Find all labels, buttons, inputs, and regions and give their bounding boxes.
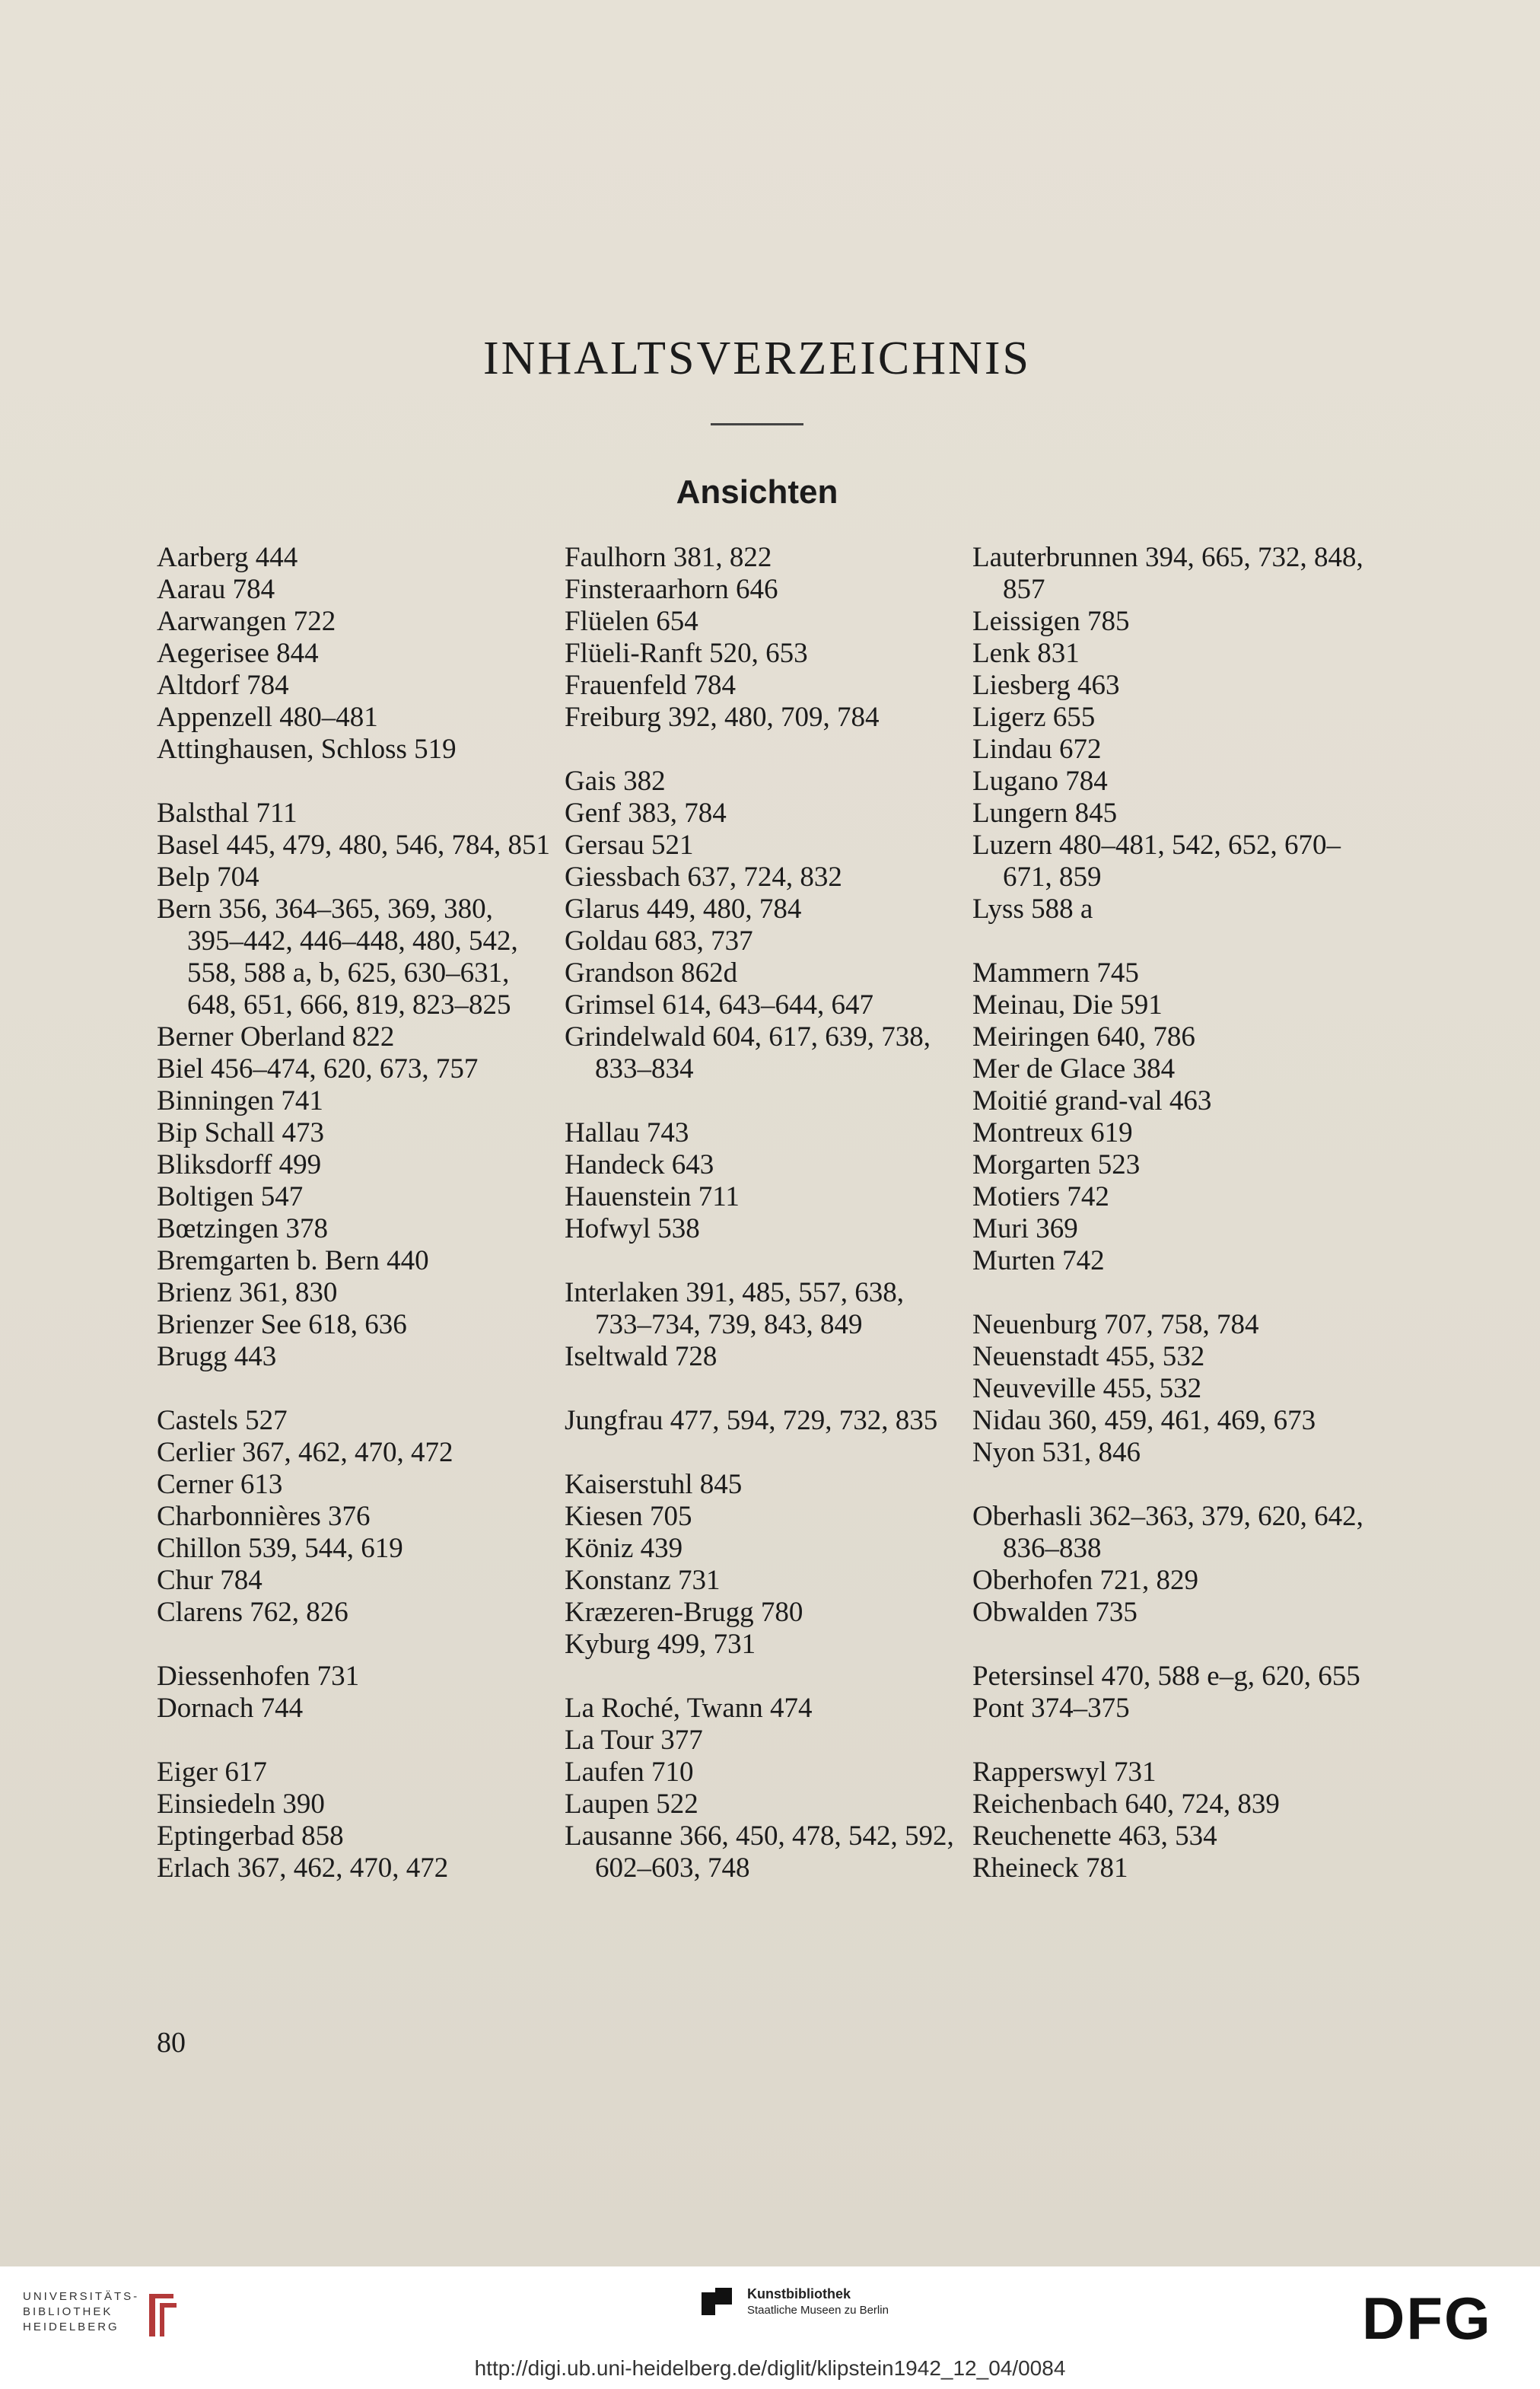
index-column-3	[972, 542, 1368, 1884]
index-entry: Attinghausen, Schloss 519	[157, 734, 457, 765]
index-entry: Genf 383, 784	[565, 798, 727, 829]
index-column-1	[157, 542, 552, 1884]
index-entry: Lungern 845	[972, 798, 1118, 829]
index-entry: Clarens 762, 826	[157, 1597, 348, 1628]
index-entry: Grimsel 614, 643–644, 647	[565, 989, 873, 1021]
page-number: 80	[157, 2027, 186, 2059]
index-entry: Muri 369	[972, 1213, 1078, 1244]
index-entry: Lenk 831	[972, 638, 1080, 669]
index-entry: Altdorf 784	[157, 670, 289, 701]
index-entry: Cerlier 367, 462, 470, 472	[157, 1437, 453, 1468]
index-entry: Iseltwald 728	[565, 1341, 718, 1372]
section-heading: Ansichten	[676, 473, 838, 511]
index-entry: Grandson 862d	[565, 957, 738, 989]
index-entry: Murten 742	[972, 1245, 1105, 1276]
university-line: BIBLIOTHEK	[23, 2305, 113, 2318]
index-entry: Erlach 367, 462, 470, 472	[157, 1852, 449, 1884]
index-entry: Mammern 745	[972, 957, 1139, 989]
index-entry: Meinau, Die 591	[972, 989, 1163, 1021]
index-entry: Lyss 588 a	[972, 893, 1093, 925]
index-entry: Hofwyl 538	[565, 1213, 700, 1244]
index-entry: Goldau 683, 737	[565, 925, 753, 957]
index-entry: Glarus 449, 480, 784	[565, 893, 802, 925]
index-entry: Balsthal 711	[157, 798, 298, 829]
index-entry: Lindau 672	[972, 734, 1102, 765]
title-rule	[711, 423, 803, 425]
index-entry: Laupen 522	[565, 1789, 698, 1820]
index-entry: Gais 382	[565, 766, 666, 797]
index-entry: Meiringen 640, 786	[972, 1021, 1195, 1053]
index-entry: Belp 704	[157, 862, 259, 893]
index-entry: Kiesen 705	[565, 1501, 692, 1532]
group-gap	[972, 1277, 1368, 1309]
group-gap	[565, 1245, 960, 1277]
index-entry: Bremgarten b. Bern 440	[157, 1245, 429, 1276]
index-entry: Rapperswyl 731	[972, 1757, 1157, 1788]
index-entry: Finsteraarhorn 646	[565, 574, 778, 605]
index-entry: Basel 445, 479, 480, 546, 784, 851	[157, 830, 550, 861]
index-entry: Bern 356, 364–365, 369, 380, 395–442, 446–448, 480, 542, 558, 588 a, b, 625, 630–631, 648, 651, 666, 819, 823–825	[157, 893, 518, 1021]
index-entry: Morgarten 523	[972, 1149, 1141, 1180]
index-entry: Binningen 741	[157, 1085, 323, 1116]
index-entry: Aarberg 444	[157, 542, 298, 573]
index-entry: Gersau 521	[565, 830, 694, 861]
index-entry: Moitié grand-val 463	[972, 1085, 1212, 1116]
index-entry: Charbonnières 376	[157, 1501, 371, 1532]
kunstbibliothek-logo-icon	[698, 2285, 735, 2321]
index-entry: Neuenburg 707, 758, 784	[972, 1309, 1259, 1340]
group-gap	[972, 1629, 1368, 1661]
group-gap	[972, 1725, 1368, 1757]
index-entry: Brugg 443	[157, 1341, 277, 1372]
university-library-branding	[23, 2289, 236, 2335]
group-gap	[157, 1373, 552, 1405]
university-line: UNIVERSITÄTS-	[23, 2290, 140, 2303]
index-entry: Ligerz 655	[972, 702, 1096, 733]
group-gap	[565, 1085, 960, 1117]
group-gap	[565, 734, 960, 766]
index-entry: Bip Schall 473	[157, 1117, 324, 1148]
index-entry: Biel 456–474, 620, 673, 757	[157, 1053, 479, 1085]
index-entry: La Roché, Twann 474	[565, 1693, 813, 1724]
index-entry: Cerner 613	[157, 1469, 283, 1500]
index-entry: Leissigen 785	[972, 606, 1130, 637]
index-entry: Dornach 744	[157, 1693, 304, 1724]
index-entry: Hallau 743	[565, 1117, 689, 1148]
group-gap	[565, 1437, 960, 1469]
index-entry: Eiger 617	[157, 1757, 267, 1788]
university-logo-icon	[138, 2288, 184, 2343]
index-entry: Nidau 360, 459, 461, 469, 673	[972, 1405, 1316, 1436]
group-gap	[972, 1469, 1368, 1501]
index-entry: Berner Oberland 822	[157, 1021, 395, 1053]
group-gap	[157, 1725, 552, 1757]
kunstbibliothek-name: Kunstbibliothek	[747, 2286, 851, 2301]
index-entry: Lausanne 366, 450, 478, 542, 592, 602–603, 748	[565, 1820, 954, 1884]
index-entry: Frauenfeld 784	[565, 670, 737, 701]
index-entry: Petersinsel 470, 588 e–g, 620, 655	[972, 1661, 1360, 1692]
kunstbibliothek-subtitle: Staatliche Museen zu Berlin	[747, 2304, 889, 2317]
group-gap	[565, 1661, 960, 1693]
kunstbibliothek-branding	[747, 2285, 889, 2318]
index-entry: Laufen 710	[565, 1757, 694, 1788]
dfg-logo: DFG	[1362, 2285, 1492, 2352]
index-entry: Kræzeren-Brugg 780	[565, 1597, 803, 1628]
index-entry: Giessbach 637, 724, 832	[565, 862, 842, 893]
index-entry: Diessenhofen 731	[157, 1661, 360, 1692]
index-entry: Reichenbach 640, 724, 839	[972, 1789, 1280, 1820]
index-entry: Brienz 361, 830	[157, 1277, 338, 1308]
group-gap	[157, 1629, 552, 1661]
index-entry: La Tour 377	[565, 1725, 703, 1756]
index-entry: Neuveville 455, 532	[972, 1373, 1202, 1404]
index-entry: Oberhofen 721, 829	[972, 1565, 1198, 1596]
index-entry: Faulhorn 381, 822	[565, 542, 772, 573]
index-entry: Grindelwald 604, 617, 639, 738, 833–834	[565, 1021, 931, 1085]
index-entry: Konstanz 731	[565, 1565, 721, 1596]
index-entry: Interlaken 391, 485, 557, 638, 733–734, 739, 843, 849	[565, 1277, 904, 1340]
index-entry: Aarau 784	[157, 574, 275, 605]
index-entry: Liesberg 463	[972, 670, 1120, 701]
index-entry: Flüelen 654	[565, 606, 698, 637]
index-entry: Handeck 643	[565, 1149, 714, 1180]
index-entry: Freiburg 392, 480, 709, 784	[565, 702, 880, 733]
index-entry: Motiers 742	[972, 1181, 1109, 1212]
index-entry: Lauterbrunnen 394, 665, 732, 848, 857	[972, 542, 1363, 605]
index-entry: Brienzer See 618, 636	[157, 1309, 407, 1340]
index-entry: Mer de Glace 384	[972, 1053, 1176, 1085]
index-column-2	[565, 542, 960, 1884]
index-entry: Rheineck 781	[972, 1852, 1128, 1884]
index-entry: Montreux 619	[972, 1117, 1133, 1148]
index-entry: Bliksdorff 499	[157, 1149, 322, 1180]
index-entry: Bœtzingen 378	[157, 1213, 329, 1244]
index-entry: Neuenstadt 455, 532	[972, 1341, 1205, 1372]
index-entry: Einsiedeln 390	[157, 1789, 325, 1820]
page-url[interactable]: http://digi.ub.uni-heidelberg.de/diglit/klipstein1942_12_04/0084	[474, 2356, 1066, 2380]
index-entry: Aarwangen 722	[157, 606, 336, 637]
index-entry: Appenzell 480–481	[157, 702, 378, 733]
index-entry: Reuchenette 463, 534	[972, 1820, 1217, 1852]
index-entry: Flüeli-Ranft 520, 653	[565, 638, 808, 669]
index-entry: Kaiserstuhl 845	[565, 1469, 743, 1500]
index-entry: Chillon 539, 544, 619	[157, 1533, 403, 1564]
index-entry: Köniz 439	[565, 1533, 683, 1564]
index-entry: Oberhasli 362–363, 379, 620, 642, 836–838	[972, 1501, 1363, 1564]
group-gap	[157, 766, 552, 798]
group-gap	[565, 1373, 960, 1405]
index-entry: Lugano 784	[972, 766, 1108, 797]
index-entry: Hauenstein 711	[565, 1181, 740, 1212]
index-entry: Kyburg 499, 731	[565, 1629, 756, 1660]
group-gap	[972, 925, 1368, 957]
index-entry: Luzern 480–481, 542, 652, 670–671, 859	[972, 830, 1341, 893]
index-entry: Chur 784	[157, 1565, 262, 1596]
page-title: INHALTSVERZEICHNIS	[483, 333, 1031, 384]
index-entry: Nyon 531, 846	[972, 1437, 1141, 1468]
index-entry: Obwalden 735	[972, 1597, 1138, 1628]
index-entry: Boltigen 547	[157, 1181, 304, 1212]
viewer-footer	[0, 2266, 1540, 2389]
index-entry: Eptingerbad 858	[157, 1820, 344, 1852]
university-line: HEIDELBERG	[23, 2321, 119, 2333]
index-entry: Castels 527	[157, 1405, 288, 1436]
index-entry: Aegerisee 844	[157, 638, 319, 669]
index-entry: Jungfrau 477, 594, 729, 732, 835	[565, 1405, 938, 1436]
index-entry: Pont 374–375	[972, 1693, 1130, 1724]
